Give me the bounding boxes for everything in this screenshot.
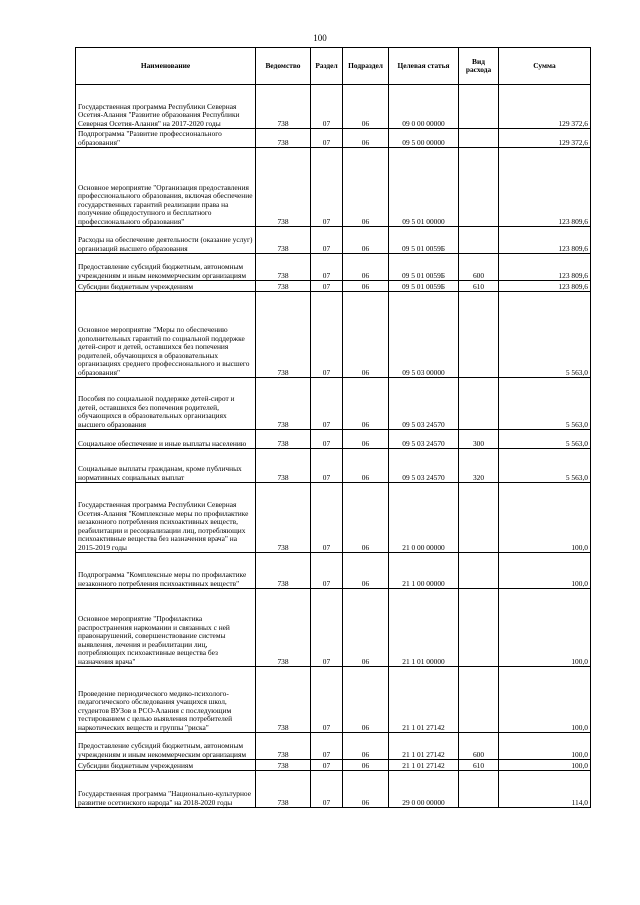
cell-section: 07: [311, 430, 343, 449]
cell-section: 07: [311, 553, 343, 589]
cell-name: Субсидии бюджетным учреждениям: [76, 281, 256, 292]
cell-subsection: 06: [343, 449, 389, 483]
cell-name: Социальные выплаты гражданам, кроме публичных нормативных социальных выплат: [76, 449, 256, 483]
cell-subsection: 06: [343, 667, 389, 733]
header-section: Раздел: [311, 48, 343, 85]
cell-dept: 738: [256, 85, 311, 129]
cell-amount: 100,0: [499, 483, 591, 553]
cell-dept: 738: [256, 589, 311, 667]
table-row: [76, 281, 591, 292]
cell-dept: 738: [256, 292, 311, 378]
cell-amount: 129 372,6: [499, 129, 591, 148]
cell-target: 09 5 01 0059Б: [389, 227, 459, 254]
cell-section: 07: [311, 292, 343, 378]
cell-subsection: 06: [343, 85, 389, 129]
header-subsection: Подраздел: [343, 48, 389, 85]
cell-name: Государственная программа Республики Северная Осетия-Алания "Развитие образования Республики Северная Осетия-Алания" на 2017-2020 годы: [76, 85, 256, 129]
cell-subsection: 06: [343, 378, 389, 430]
cell-name: Пособия по социальной поддержке детей-сирот и детей, оставшихся без попечения родителей, обучающихся в образовательных организациях высшего образования: [76, 378, 256, 430]
cell-target: 21 1 00 00000: [389, 553, 459, 589]
cell-name: Подпрограмма "Комплексные меры по профилактике незаконного потребления психоактивных веществ": [76, 553, 256, 589]
header-row: [76, 48, 591, 85]
cell-section: 07: [311, 254, 343, 281]
table-row: [76, 449, 591, 483]
header-expense-type: Вид расхода: [459, 48, 499, 85]
cell-dept: 738: [256, 129, 311, 148]
cell-name: Предоставление субсидий бюджетным, автономным учреждениям и иным некоммерческим организациям: [76, 254, 256, 281]
cell-expense-type: 600: [459, 733, 499, 760]
cell-amount: 123 809,6: [499, 227, 591, 254]
cell-expense-type: [459, 589, 499, 667]
cell-section: 07: [311, 483, 343, 553]
cell-expense-type: 610: [459, 760, 499, 771]
table-row: [76, 589, 591, 667]
cell-dept: 738: [256, 227, 311, 254]
header-dept: Ведомство: [256, 48, 311, 85]
cell-dept: 738: [256, 254, 311, 281]
cell-dept: 738: [256, 733, 311, 760]
cell-name: Проведение периодического медико-психолого-педагогического обследования учащихся школ, студентов ВУЗов в РСО-Алания с последующим тестированием с целью выявления потребителей наркотических веществ и группы "риска": [76, 667, 256, 733]
cell-name: Основное мероприятие "Профилактика распространения наркомании и связанных с ней правонарушений, совершенствование системы выявления, лечения и реабилитации лиц, потребляющих психоактивные вещества без назначения врача": [76, 589, 256, 667]
cell-amount: 129 372,6: [499, 85, 591, 129]
cell-section: 07: [311, 667, 343, 733]
header-target: Целевая статья: [389, 48, 459, 85]
cell-name: Основное мероприятие "Меры по обеспечению дополнительных гарантий по социальной поддержке детей-сирот и детей, оставшихся без попечения родителей, обучающихся в образовательных организациях среднего профессионального и высшего образования": [76, 292, 256, 378]
cell-name: Субсидии бюджетным учреждениям: [76, 760, 256, 771]
table-row: [76, 483, 591, 553]
cell-amount: 100,0: [499, 667, 591, 733]
cell-name: Государственная программа Республики Северная Осетия-Алания "Комплексные меры по профилактике незаконного потребления психоактивных веществ, реабилитации и ресоциализации лиц, потребляющих психоактивные вещества без назначения врача" на 2015-2019 годы: [76, 483, 256, 553]
table-row: [76, 148, 591, 227]
cell-expense-type: 320: [459, 449, 499, 483]
cell-subsection: 06: [343, 553, 389, 589]
table-row: [76, 129, 591, 148]
cell-subsection: 06: [343, 281, 389, 292]
table-row: [76, 378, 591, 430]
cell-section: 07: [311, 148, 343, 227]
cell-subsection: 06: [343, 483, 389, 553]
cell-target: 21 1 01 27142: [389, 760, 459, 771]
cell-amount: 123 809,6: [499, 254, 591, 281]
cell-dept: 738: [256, 430, 311, 449]
cell-section: 07: [311, 129, 343, 148]
table-row: [76, 292, 591, 378]
cell-section: 07: [311, 378, 343, 430]
cell-target: 29 0 00 00000: [389, 771, 459, 808]
cell-amount: 123 809,6: [499, 148, 591, 227]
cell-amount: 100,0: [499, 553, 591, 589]
cell-target: 21 0 00 00000: [389, 483, 459, 553]
cell-subsection: 06: [343, 227, 389, 254]
cell-target: 21 1 01 27142: [389, 733, 459, 760]
cell-expense-type: [459, 483, 499, 553]
cell-subsection: 06: [343, 760, 389, 771]
cell-dept: 738: [256, 378, 311, 430]
cell-amount: 5 563,0: [499, 378, 591, 430]
cell-name: Социальное обеспечение и иные выплаты населению: [76, 430, 256, 449]
cell-amount: 100,0: [499, 733, 591, 760]
cell-dept: 738: [256, 148, 311, 227]
cell-target: 09 5 01 0059Б: [389, 281, 459, 292]
cell-amount: 5 563,0: [499, 430, 591, 449]
cell-expense-type: [459, 85, 499, 129]
cell-dept: 738: [256, 553, 311, 589]
table-row: [76, 760, 591, 771]
cell-expense-type: [459, 292, 499, 378]
cell-expense-type: [459, 553, 499, 589]
cell-section: 07: [311, 760, 343, 771]
header-amount: Сумма: [499, 48, 591, 85]
table-row: [76, 85, 591, 129]
cell-section: 07: [311, 281, 343, 292]
cell-section: 07: [311, 227, 343, 254]
cell-target: 21 1 01 27142: [389, 667, 459, 733]
cell-target: 09 5 03 24570: [389, 430, 459, 449]
cell-expense-type: [459, 148, 499, 227]
cell-expense-type: [459, 771, 499, 808]
cell-amount: 123 809,6: [499, 281, 591, 292]
cell-dept: 738: [256, 667, 311, 733]
cell-name: Основное мероприятие "Организация предоставления профессионального образования, включая обеспечение государственных гарантий реализации права на получение общедоступного и бесплатного профессионального образования": [76, 148, 256, 227]
cell-dept: 738: [256, 760, 311, 771]
cell-section: 07: [311, 771, 343, 808]
cell-expense-type: 600: [459, 254, 499, 281]
cell-expense-type: 300: [459, 430, 499, 449]
budget-table: [75, 47, 591, 808]
cell-target: 09 5 03 24570: [389, 378, 459, 430]
cell-target: 21 1 01 00000: [389, 589, 459, 667]
cell-section: 07: [311, 733, 343, 760]
cell-target: 09 5 01 0059Б: [389, 254, 459, 281]
cell-section: 07: [311, 449, 343, 483]
cell-name: Государственная программа "Национально-культурное развитие осетинского народа" на 2018-2020 годы: [76, 771, 256, 808]
cell-target: 09 5 03 24570: [389, 449, 459, 483]
cell-name: Расходы на обеспечение деятельности (оказание услуг) организаций высшего образования: [76, 227, 256, 254]
cell-amount: 100,0: [499, 760, 591, 771]
cell-subsection: 06: [343, 148, 389, 227]
cell-target: 09 5 01 00000: [389, 148, 459, 227]
cell-subsection: 06: [343, 771, 389, 808]
cell-dept: 738: [256, 281, 311, 292]
cell-expense-type: 610: [459, 281, 499, 292]
cell-name: Подпрограмма "Развитие профессионального образования": [76, 129, 256, 148]
cell-target: 09 5 00 00000: [389, 129, 459, 148]
cell-expense-type: [459, 227, 499, 254]
cell-subsection: 06: [343, 292, 389, 378]
table-row: [76, 771, 591, 808]
cell-expense-type: [459, 667, 499, 733]
table-row: [76, 667, 591, 733]
table-row: [76, 227, 591, 254]
table-row: [76, 553, 591, 589]
cell-section: 07: [311, 589, 343, 667]
cell-name: Предоставление субсидий бюджетным, автономным учреждениям и иным некоммерческим организациям: [76, 733, 256, 760]
cell-target: 09 0 00 00000: [389, 85, 459, 129]
cell-amount: 5 563,0: [499, 449, 591, 483]
cell-target: 09 5 03 00000: [389, 292, 459, 378]
cell-dept: 738: [256, 771, 311, 808]
cell-amount: 100,0: [499, 589, 591, 667]
cell-subsection: 06: [343, 733, 389, 760]
cell-expense-type: [459, 129, 499, 148]
cell-dept: 738: [256, 449, 311, 483]
table-row: [76, 430, 591, 449]
cell-expense-type: [459, 378, 499, 430]
cell-amount: 114,0: [499, 771, 591, 808]
cell-section: 07: [311, 85, 343, 129]
cell-subsection: 06: [343, 430, 389, 449]
cell-subsection: 06: [343, 254, 389, 281]
cell-subsection: 06: [343, 129, 389, 148]
cell-amount: 5 563,0: [499, 292, 591, 378]
table-row: [76, 733, 591, 760]
cell-dept: 738: [256, 483, 311, 553]
table-row: [76, 254, 591, 281]
header-name: Наименование: [76, 48, 256, 85]
cell-subsection: 06: [343, 589, 389, 667]
page-number: 100: [313, 33, 327, 43]
